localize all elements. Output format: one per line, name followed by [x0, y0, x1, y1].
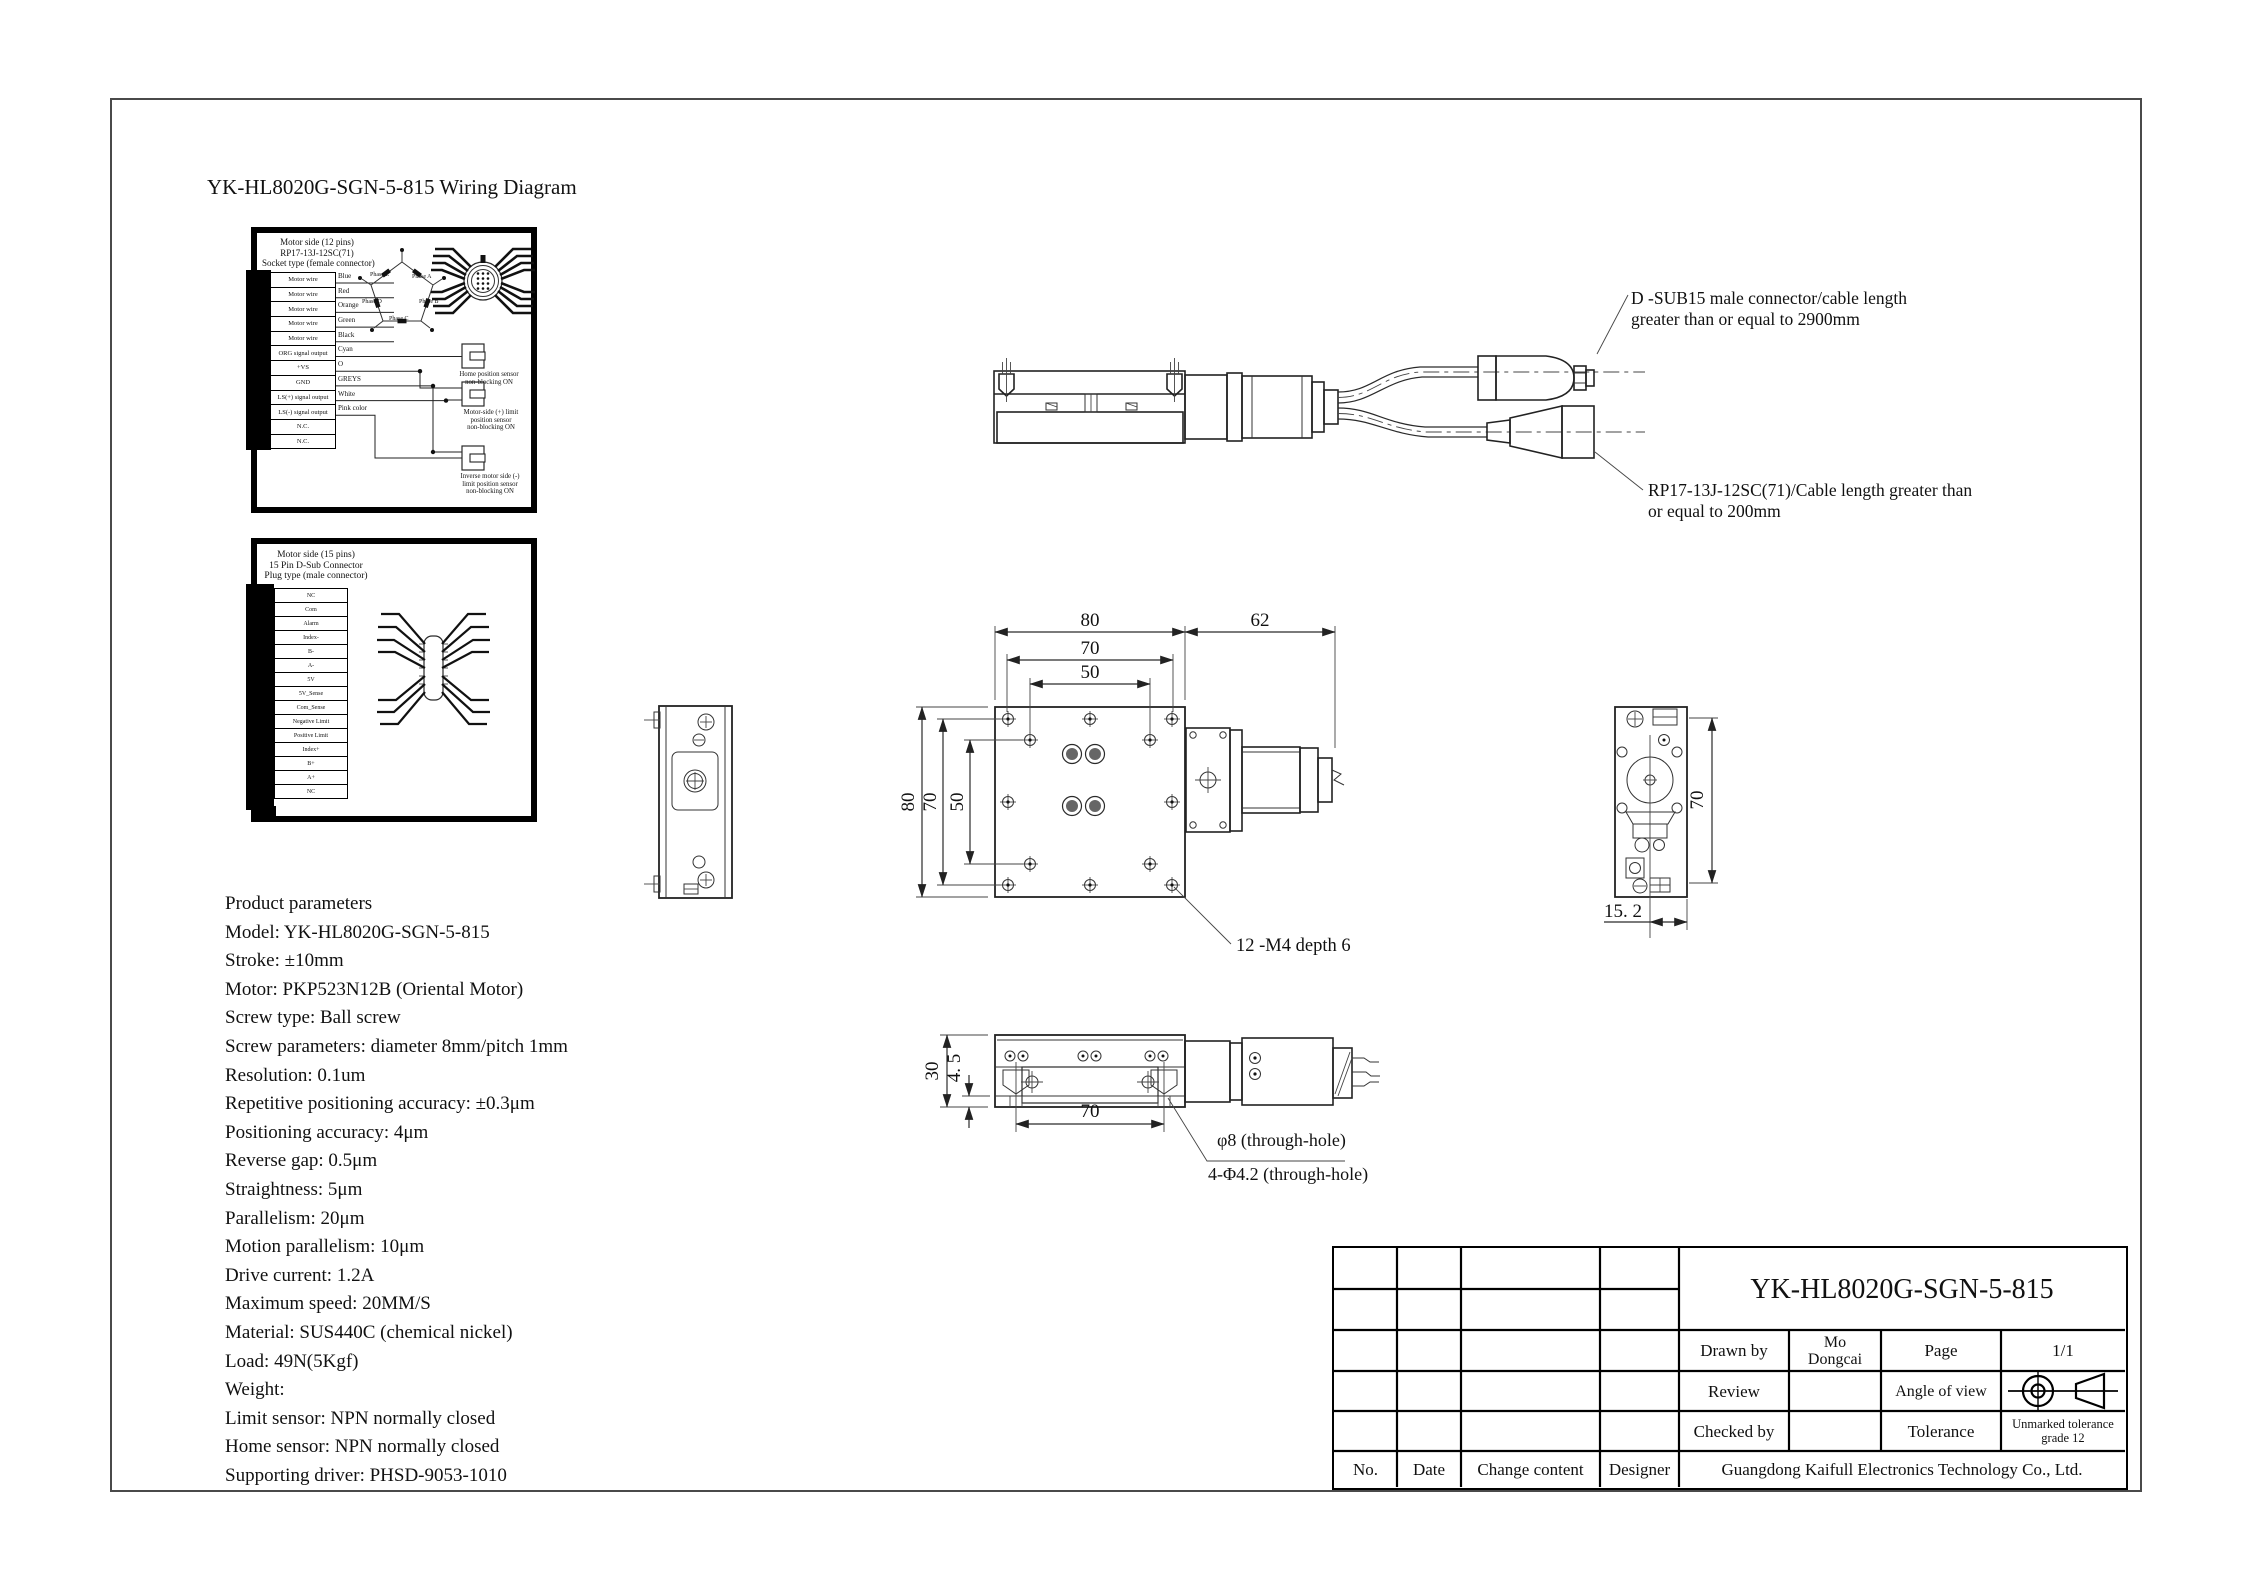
dsub15-callout: D -SUB15 male connector/cable length [1631, 288, 1908, 308]
rp17-callout: RP17-13J-12SC(71)/Cable length greater than [1648, 480, 1973, 500]
angle-of-view-symbol-cell [2001, 1371, 2125, 1411]
phase-label: Phase D [362, 299, 382, 305]
pin-row: Motor wire [270, 287, 336, 303]
m4-callout: 12 -M4 depth 6 [1236, 936, 1351, 956]
checked-by-label: Checked by [1693, 1421, 1775, 1441]
drawn-by-value: Mo Dongcai [1807, 1333, 1863, 1368]
plan-view-drawing [850, 595, 1395, 970]
pin-row: Motor wire [270, 301, 336, 317]
drawn-by-label: Drawn by [1700, 1341, 1768, 1360]
dim-30: 30 [922, 1061, 943, 1081]
pin-row: Alarm [274, 616, 348, 631]
pin-row: Motor wire [270, 272, 336, 288]
pin-row: Com [274, 602, 348, 617]
dim-62: 62 [1250, 610, 1270, 631]
wire-color-label: Blue [338, 272, 352, 280]
parameter-line: Model: YK-HL8020G-SGN-5-815 [225, 921, 490, 943]
parameter-line: Weight: [225, 1379, 285, 1401]
parameter-line: Supporting driver: PHSD-9053-1010 [225, 1464, 507, 1486]
pin-row: Index- [274, 630, 348, 645]
parameter-line: Positioning accuracy: 4μm [225, 1121, 429, 1143]
parameter-line: Straightness: 5μm [225, 1178, 363, 1200]
front-motor [1185, 1038, 1380, 1105]
wiring-box-12pin-header: Motor side (12 pins) RP17-13J-12SC(71) Socket type (female connector) [262, 237, 375, 269]
parameter-line: Parallelism: 20μm [225, 1207, 365, 1229]
wiring-15pin-graphics [255, 540, 533, 820]
tolerance-value: Unmarked tolerance grade 12 [2012, 1417, 2114, 1445]
wire-color-label: Cyan [338, 345, 353, 354]
phase-label: Phase B [419, 299, 439, 305]
pin-row: NC [274, 588, 348, 603]
home-sensor-caption: Home position sensor non-blocking ON [459, 371, 519, 386]
angle-of-view-label: Angle of view [1895, 1382, 1987, 1400]
dim-70-left: 70 [920, 792, 941, 812]
pin-row: Index+ [274, 742, 348, 757]
top-screws [1005, 1051, 1168, 1061]
phi8-callout: φ8 (through-hole) [1217, 1130, 1346, 1150]
sensor-symbols [462, 344, 485, 470]
wire-color-label: Red [338, 286, 350, 295]
counterbored-holes [1063, 745, 1105, 816]
wire-lines [336, 283, 462, 458]
no-label: No. [1352, 1459, 1379, 1479]
pin-row: Motor wire [270, 316, 336, 332]
positive-limit-sensor-caption: Motor-side (+) limit position sensor non-blocking ON [463, 409, 519, 432]
dsub15-connector [1478, 356, 1594, 400]
rp17-callout-2: or equal to 200mm [1648, 501, 1781, 521]
phase-label: Phase E [370, 272, 390, 278]
stage-side-view [994, 358, 1185, 443]
pin-row: 5V [274, 672, 348, 687]
wire-color-label: Orange [338, 301, 359, 310]
parameter-line: Material: SUS440C (chemical nickel) [225, 1321, 513, 1343]
parameter-line: Product parameters [225, 893, 373, 914]
parameter-line: Drive current: 1.2A [225, 1264, 375, 1286]
review-label: Review [1708, 1381, 1760, 1401]
wire-color-label: Green [338, 316, 356, 325]
circular-connector-diagram [431, 249, 535, 313]
pin-row: Positive Limit [274, 728, 348, 743]
pin-row: A- [274, 658, 348, 673]
dsub15-callout-2: greater than or equal to 2900mm [1631, 309, 1860, 329]
center-mark [1195, 767, 1221, 793]
parameter-line: Load: 49N(5Kgf) [225, 1350, 359, 1372]
parameter-line: Screw type: Ball screw [225, 1007, 401, 1029]
dim-4-5: 4. 5 [944, 1053, 965, 1083]
motor-side-view [1185, 373, 1338, 441]
pin-row: 5V_Sense [274, 686, 348, 701]
page-value: 1/1 [2052, 1341, 2074, 1360]
cable-assembly-drawing [960, 280, 1660, 550]
pin-row: B+ [274, 756, 348, 771]
parameter-line: Motion parallelism: 10μm [225, 1236, 425, 1258]
pin-row: Negative Limit [274, 714, 348, 729]
parameter-line: Stroke: ±10mm [225, 950, 344, 972]
pin-row: A+ [274, 770, 348, 785]
wire-color-label: O [338, 360, 344, 369]
dsub-connector-diagram [377, 614, 490, 724]
parameter-line: Resolution: 0.1um [225, 1064, 366, 1086]
product-parameters [225, 893, 568, 1493]
wire-color-label: Pink color [338, 404, 367, 413]
wiring-box-15pin-header: Motor side (15 pins) 15 Pin D-Sub Connector Plug type (male connector) [264, 550, 368, 582]
dim-80-top: 80 [1080, 610, 1100, 631]
dim-50-left: 50 [947, 792, 968, 812]
wire-color-label: White [338, 389, 356, 398]
change-content-label: Change content [1477, 1459, 1584, 1479]
pin-row: ORG signal output [270, 345, 336, 361]
extension-lines [916, 626, 1335, 897]
pin-row: B- [274, 644, 348, 659]
pin-row: +VS [270, 360, 336, 376]
parameter-line: Screw parameters: diameter 8mm/pitch 1mm [225, 1035, 568, 1057]
parameter-line: Limit sensor: NPN normally closed [225, 1407, 496, 1429]
parameter-line: Motor: PKP523N12B (Oriental Motor) [225, 978, 524, 1000]
pin-row: LS(-) signal output [270, 404, 336, 420]
parameter-line: Reverse gap: 0.5μm [225, 1150, 378, 1172]
wire-color-label: Black [338, 330, 355, 339]
m4-holes [1000, 711, 1180, 893]
company-name: Guangdong Kaifull Electronics Technology Co., Ltd. [1721, 1459, 2083, 1479]
pin-row: GND [270, 375, 336, 391]
first-angle-projection-icon [2004, 1371, 2122, 1411]
front-extension-lines [940, 1035, 1164, 1132]
left-end-view [640, 695, 750, 910]
pin-row: Com_Sense [274, 700, 348, 715]
page-label: Page [1924, 1341, 1958, 1360]
negative-limit-sensor-caption: Inverse motor side (-) limit position sensor non-blocking ON [460, 473, 520, 496]
dim-70-top: 70 [1080, 638, 1100, 659]
dim-50-top: 50 [1080, 662, 1100, 683]
dim-side-70: 70 [1687, 790, 1708, 810]
phase-label: Phase C [389, 316, 409, 322]
parameter-line: Home sensor: NPN normally closed [225, 1436, 500, 1458]
parameter-line: Maximum speed: 20MM/S [225, 1293, 431, 1315]
page-title: YK-HL8020G-SGN-5-815 Wiring Diagram [207, 175, 577, 199]
date-label: Date [1412, 1459, 1446, 1479]
cables [1338, 367, 1645, 437]
title-block [1332, 1246, 2128, 1490]
title-block-title: YK-HL8020G-SGN-5-815 [1750, 1273, 2054, 1305]
phi42-callout: 4-Φ4.2 (through-hole) [1208, 1164, 1369, 1184]
dim-80-left: 80 [898, 792, 919, 812]
wire-color-label: GREYS [338, 374, 361, 383]
right-end-view [1590, 690, 1740, 940]
pin-row: LS(+) signal output [270, 390, 336, 406]
pin-row: N.C. [270, 434, 336, 450]
tolerance-label: Tolerance [1907, 1421, 1975, 1441]
dim-front-70: 70 [1080, 1101, 1100, 1122]
pin-row: NC [274, 784, 348, 799]
pin-row: Motor wire [270, 331, 336, 347]
phase-label: Phase A [412, 274, 432, 280]
dim-15-2: 15. 2 [1604, 901, 1642, 922]
pin-row: N.C. [270, 419, 336, 435]
parameter-line: Repetitive positioning accuracy: ±0.3μm [225, 1093, 535, 1115]
designer-label: Designer [1608, 1459, 1671, 1479]
